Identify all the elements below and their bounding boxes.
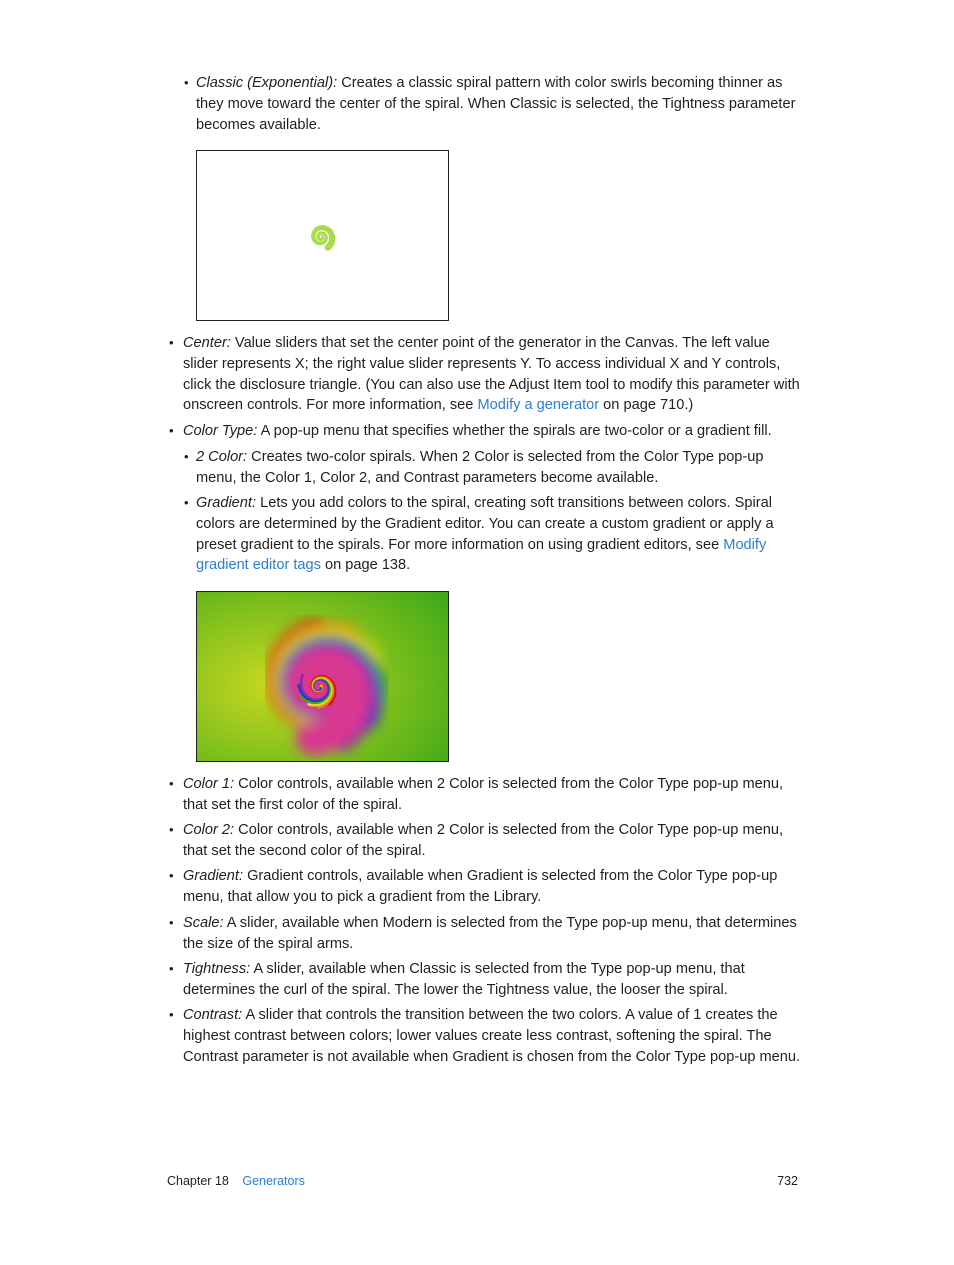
bullet: • (169, 1007, 174, 1022)
term-gradient: Gradient: (183, 868, 244, 884)
color-type-description (169, 421, 803, 442)
center-description (169, 333, 803, 416)
color1-text: Color controls, available when 2 Color is selected from the Color Type pop-up menu, that set the first color of the spiral. (183, 776, 784, 813)
bullet: • (184, 495, 189, 510)
modify-gradient-editor-tags-link[interactable]: Modify gradient editor tags (196, 536, 767, 574)
term-tightness: Tightness: (183, 961, 251, 977)
term-contrast: Contrast: (183, 1007, 243, 1023)
bullet: • (169, 423, 174, 438)
bullet: • (169, 822, 174, 837)
bullet: • (169, 335, 174, 350)
gradient-sub-description (184, 493, 796, 576)
term-center: Center: (183, 335, 231, 351)
gradient-text: Gradient controls, available when Gradient is selected from the Color Type pop-up menu, that allow you to pick a gradient from the Library. (183, 868, 778, 905)
gradient-sub-text: Lets you add colors to the spiral, creating soft transitions between colors. Spiral colors are determined by the Gradient editor. You can create a custom gradient or apply a preset gradient to the spirals. For more information on using gradient editors, see (196, 495, 774, 553)
modify-generator-link[interactable]: Modify a generator (477, 397, 600, 414)
term-scale: Scale: (183, 915, 224, 931)
bullet: • (169, 961, 174, 976)
term-classic: Classic (Exponential): (196, 75, 338, 91)
term-gradient-sub: Gradient: (196, 495, 257, 511)
color2-text: Color controls, available when 2 Color is selected from the Color Type pop-up menu, that set the second color of the spiral. (183, 822, 784, 859)
param-tightness (169, 959, 803, 1001)
scale-text: A slider, available when Modern is selected from the Type pop-up menu, that determines the size of the spiral arms. (183, 915, 797, 952)
term-two-color: 2 Color: (196, 449, 248, 465)
chapter-label: Chapter 18 (167, 1174, 229, 1188)
term-color2: Color 2: (183, 822, 235, 838)
bullet: • (169, 776, 174, 791)
term-color1: Color 1: (183, 776, 235, 792)
chapter-section-link[interactable]: Generators (242, 1174, 305, 1188)
param-scale (169, 913, 803, 955)
param-contrast (169, 1005, 803, 1067)
two-color-text: Creates two-color spirals. When 2 Color is selected from the Color Type pop-up menu, the Color 1, Color 2, and Contrast parameters become available. (196, 449, 764, 486)
classic-spiral-figure (196, 150, 449, 321)
color-type-text: A pop-up menu that specifies whether the spirals are two-color or a gradient fill. (257, 423, 772, 439)
center-after: on page 710.) (599, 397, 694, 414)
contrast-text: A slider that controls the transition between the two colors. A value of 1 creates the highest contrast between colors; lower values create less contrast, softening the spiral. The Contrast parameter is not available when Gradient is chosen from the Color Type pop-up menu. (183, 1007, 801, 1065)
gradient-sub-after: on page 138. (320, 557, 411, 574)
bullet: • (169, 868, 174, 883)
footer-chapter (167, 1173, 305, 1189)
gradient-spiral-image (197, 592, 448, 761)
param-color1 (169, 774, 803, 816)
param-color2 (169, 820, 803, 862)
gradient-spiral-figure (196, 591, 449, 762)
page-number: 732 (777, 1174, 798, 1188)
center-text: Value sliders that set the center point of the generator in the Canvas. The left value slider represents X; the right value slider represents Y. To access individual X and Y controls, click the disclosure triangle. (You can also use the Adjust Item tool to modify this parameter with onscreen controls. For more information, see (183, 335, 800, 414)
param-gradient (169, 866, 803, 908)
classic-text: Creates a classic spiral pattern with color swirls becoming thinner as they move toward the center of the spiral. When Classic is selected, the Tightness parameter becomes available. (196, 75, 796, 133)
bullet: • (184, 75, 189, 90)
classic-spiral-image (197, 151, 448, 320)
two-color-description (184, 447, 796, 489)
bullet: • (184, 449, 189, 464)
classic-description (184, 73, 796, 135)
tightness-text: A slider, available when Classic is selected from the Type pop-up menu, that determines the curl of the spiral. The lower the Tightness value, the looser the spiral. (183, 961, 745, 998)
spiral-segment (328, 247, 329, 248)
bullet: • (169, 915, 174, 930)
term-color-type: Color Type: (183, 423, 258, 439)
